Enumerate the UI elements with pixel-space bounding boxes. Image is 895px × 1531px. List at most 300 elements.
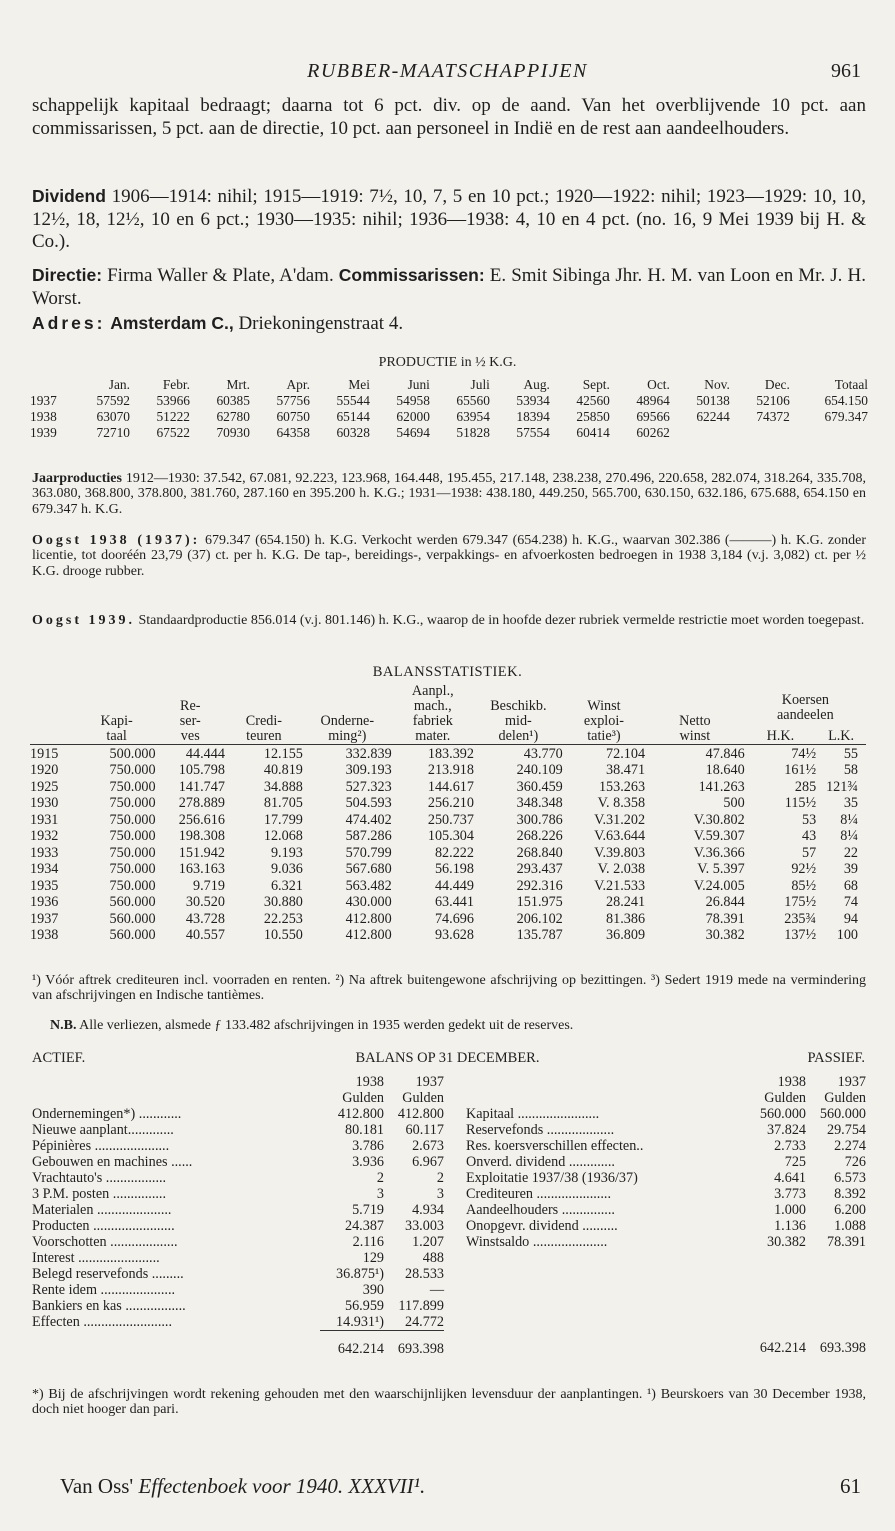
actief-cell: Producten ....................... <box>32 1217 175 1234</box>
balans-statistiek-row <box>30 795 866 812</box>
balans-statistiek-cell: 74.696 <box>434 910 474 927</box>
balans-statistiek-cell: 92½ <box>791 861 817 877</box>
balans-statistiek-cell: 44.449 <box>434 877 474 894</box>
balans-statistiek-cell: V.63.644 <box>594 828 646 844</box>
production-cell: 1938 <box>30 409 57 424</box>
production-cell: 51222 <box>156 409 190 424</box>
actief-row <box>32 1218 444 1234</box>
balans-statistiek-cell: 504.593 <box>345 795 392 811</box>
passief-cell: Onverd. dividend ............. <box>466 1153 615 1170</box>
balans-statistiek-cell: 105.798 <box>178 762 225 778</box>
production-cell: 42560 <box>576 393 610 408</box>
oogst-1938-label: Oogst 1938 (1937): <box>32 533 201 548</box>
balans-statistiek-cell: 151.942 <box>178 844 225 861</box>
production-cell <box>730 425 790 441</box>
passief-year-2: 1937 <box>837 1073 866 1090</box>
balans-statistiek-cell: 30.382 <box>705 927 745 943</box>
actief-cell: 3 P.M. posten ............... <box>32 1185 167 1202</box>
actief-row <box>32 1202 444 1218</box>
balans-statistiek-cell: 430.000 <box>345 894 392 910</box>
actief-row <box>32 1122 444 1138</box>
balans-statistiek-cell: 750.000 <box>109 762 156 778</box>
running-header-title: RUBBER-MAATSCHAPPIJEN <box>307 60 588 82</box>
balans-statistiek-title: BALANSSTATISTIEK. <box>372 664 523 680</box>
balans-statistiek-cell: 332.839 <box>345 745 392 762</box>
koersen-header-cell <box>745 684 866 723</box>
balans-statistiek-cell: 78.391 <box>705 910 745 927</box>
production-cell: 25850 <box>576 409 610 424</box>
passief-row <box>466 1170 866 1186</box>
balans-statistiek-cell: 74 <box>843 894 858 910</box>
passief-cell: Onopgevr. dividend .......... <box>466 1217 618 1234</box>
balans-statistiek-cell: V. 8.358 <box>597 795 646 811</box>
passief-spacer <box>466 1250 866 1266</box>
passief-cell: 29.754 <box>826 1121 866 1138</box>
balans-statistiek-row <box>30 877 866 894</box>
passief-cell: Winstsaldo ..................... <box>466 1233 608 1250</box>
actief-row <box>32 1314 444 1331</box>
balans-statistiek-cell: 55 <box>843 745 858 762</box>
balans-statistiek-cell: 38.471 <box>606 762 646 778</box>
passief-header-blank <box>466 1090 742 1106</box>
production-cell: 62000 <box>396 409 430 424</box>
balans-statistiek-cell: 141.747 <box>178 778 225 795</box>
balans-statistiek-cell: 163.163 <box>178 861 225 877</box>
balans-statistiek-cell: 1920 <box>30 762 59 778</box>
balans-statistiek-cell: 43.728 <box>185 910 225 927</box>
production-cell <box>670 425 730 441</box>
balans-statistiek-cell: 293.437 <box>516 861 563 877</box>
balans-statistiek-cell: 137½ <box>784 927 817 943</box>
passief-total-row <box>466 1340 866 1356</box>
passief-unit-row <box>466 1090 866 1106</box>
production-cell: 60385 <box>216 393 250 408</box>
actief-cell: 3.786 <box>352 1137 384 1154</box>
balans-statistiek-cell: 750.000 <box>109 828 156 844</box>
balans-statistiek-cell: 153.263 <box>598 778 646 795</box>
balans-statistiek-header-text: Kapi- taal <box>100 713 133 744</box>
actief-cell: 5.719 <box>352 1201 384 1218</box>
balans-statistiek-header-text: Onderne- ming²) <box>320 713 375 744</box>
actief-cell: Interest ....................... <box>32 1249 160 1266</box>
balans-statistiek-cell: 151.975 <box>516 894 563 910</box>
production-cell: 63954 <box>456 409 490 424</box>
footer-page-number: 61 <box>840 1474 861 1498</box>
passief-gap <box>466 1330 866 1340</box>
passief-spacer-row <box>466 1298 866 1314</box>
balans-statistiek-cell: 6.321 <box>270 877 303 894</box>
balans-statistiek-cell: 268.226 <box>516 828 563 844</box>
balans-statistiek-cell: 22.253 <box>263 910 303 927</box>
passief-total-1: 642.214 <box>759 1339 806 1356</box>
balans-statistiek-header-cell <box>563 684 645 745</box>
actief-cell: 412.800 <box>337 1105 384 1122</box>
balans-statistiek-cell: 12.155 <box>263 745 303 762</box>
actief-gap-row <box>32 1331 444 1342</box>
passief-total-label <box>466 1340 742 1356</box>
adres-label: Adres: <box>32 313 106 333</box>
passief-spacer-row <box>466 1266 866 1282</box>
dividend-paragraph <box>32 185 866 254</box>
passief-row <box>466 1186 866 1202</box>
production-cell: 54958 <box>396 393 430 408</box>
balans-statistiek-row <box>30 844 866 861</box>
passief-cell: 3.773 <box>774 1185 806 1202</box>
balans-statistiek-cell: 412.800 <box>345 927 392 943</box>
balans-statistiek-cell: 161½ <box>784 762 817 778</box>
production-header-cell: Sept. <box>582 377 610 392</box>
production-cell: 1939 <box>30 425 57 440</box>
actief-table <box>32 1074 444 1357</box>
balans-statistiek-header-text: Beschikb. mid- delen¹) <box>490 698 547 744</box>
passief-cell: 725 <box>784 1153 806 1170</box>
directie-text: Firma Waller & Plate, A'dam. <box>102 265 339 286</box>
balans-statistiek-cell: V.24.005 <box>693 877 745 894</box>
production-header-cell: Febr. <box>162 377 190 392</box>
passief-spacer-row <box>466 1282 866 1298</box>
actief-cell: Nieuwe aanplant............. <box>32 1121 174 1138</box>
balans-statistiek-cell: 1933 <box>30 844 59 861</box>
passief-year-1: 1938 <box>777 1073 806 1090</box>
passief-unit-2: Gulden <box>824 1089 866 1106</box>
passief-cell: 30.382 <box>766 1233 806 1250</box>
balans-statistiek-row <box>30 894 866 911</box>
production-cell: 64358 <box>276 425 310 440</box>
actief-cell: 14.931¹) <box>320 1314 384 1331</box>
balans-statistiek-cell: 240.109 <box>516 762 563 778</box>
passief-cell: 1.088 <box>834 1217 866 1234</box>
actief-cell: 390 <box>362 1281 384 1298</box>
actief-row <box>32 1106 444 1122</box>
balans-statistiek-cell: 12.068 <box>263 828 303 844</box>
balans-statistiek-cell: 82.222 <box>434 844 474 861</box>
actief-cell: 80.181 <box>344 1121 384 1138</box>
balans-statistiek-cell: 17.799 <box>263 811 303 828</box>
actief-cell: 129 <box>362 1249 384 1266</box>
balans-statistiek-table <box>30 684 866 943</box>
production-cell: 51828 <box>456 425 490 440</box>
balans-statistiek-cell: 1925 <box>30 778 59 795</box>
balans-statistiek-header-cell <box>30 684 78 745</box>
passief-spacer <box>466 1314 866 1330</box>
adres-city: Amsterdam C., <box>110 313 234 333</box>
production-cell: 65560 <box>456 393 490 408</box>
production-cell: 72710 <box>96 425 130 440</box>
actief-total-2: 693.398 <box>397 1340 444 1357</box>
balans-statistiek-cell: 36.809 <box>606 927 646 943</box>
balans-statistiek-cell: 22 <box>843 844 858 861</box>
passief-cell: 8.392 <box>834 1185 866 1202</box>
actief-cell: Effecten ......................... <box>32 1313 173 1330</box>
balans-statistiek-header-row <box>30 684 866 723</box>
balans-statistiek-cell: 141.263 <box>698 778 745 795</box>
production-cell: 69566 <box>636 409 670 424</box>
production-cell: 70930 <box>216 425 250 440</box>
actief-total-1: 642.214 <box>337 1340 384 1357</box>
balans-statistiek-header-cell <box>474 684 563 745</box>
nb-label: N.B. <box>50 1018 77 1033</box>
oogst-1939-text: Standaardproductie 856.014 (v.j. 801.146) h. K.G., waarop de in hoofde dezer rubriek vermelde restrictie moet worden toegepast. <box>135 613 865 628</box>
balans-statistiek-cell: 1932 <box>30 828 59 844</box>
production-row <box>30 393 868 409</box>
balans-statistiek-header-text: Winst exploi- tatie³) <box>583 698 624 744</box>
passief-cell: 560.000 <box>759 1105 806 1122</box>
balans-statistiek-header-cell <box>225 684 303 745</box>
actief-cell: Gebouwen en machines ...... <box>32 1153 193 1170</box>
balans-statistiek-row <box>30 811 866 828</box>
balans-statistiek-cell: 93.628 <box>434 927 474 943</box>
oogst-1939-label: Oogst 1939. <box>32 613 135 628</box>
balans-statistiek-row <box>30 762 866 779</box>
balans-statistiek-cell: V.36.366 <box>693 844 745 861</box>
passief-cell: 6.573 <box>834 1169 866 1186</box>
production-header-cell: Dec. <box>764 377 790 392</box>
balans-statistiek-cell: 500 <box>723 795 745 811</box>
balans-statistiek-cell: 474.402 <box>345 811 392 828</box>
actief-header-blank <box>32 1090 320 1106</box>
passief-cell: 1.000 <box>774 1201 806 1218</box>
oogst-1938-paragraph <box>32 533 866 579</box>
balans-statistiek-cell: 175½ <box>784 894 817 910</box>
jaarproducties-label: Jaarproducties <box>32 471 122 486</box>
balans-statistiek-cell: 213.918 <box>427 762 474 778</box>
adres-paragraph <box>32 312 866 336</box>
production-cell: 60750 <box>276 409 310 424</box>
production-cell <box>790 425 868 441</box>
production-cell: 60328 <box>336 425 370 440</box>
balans-statistiek-cell: 1935 <box>30 877 59 894</box>
actief-cell: 412.800 <box>397 1105 444 1122</box>
actief-row <box>32 1170 444 1186</box>
production-header-cell: Oct. <box>647 377 670 392</box>
nb-text: Alle verliezen, alsmede ƒ 133.482 afschrijvingen in 1935 werden gedekt uit de reserves. <box>76 1018 574 1033</box>
balans-statistiek-cell: 250.737 <box>427 811 474 828</box>
production-cell: 1937 <box>30 393 57 408</box>
balans-statistiek-cell: V.31.202 <box>594 811 646 828</box>
balans-statistiek-cell: 750.000 <box>109 877 156 894</box>
balans-statistiek-cell: 35 <box>843 795 858 811</box>
passief-spacer <box>466 1282 866 1298</box>
koersen-subheader-cell: L.K. <box>816 723 866 745</box>
balans-statistiek-cell: 53 <box>801 811 817 828</box>
balans-statistiek-cell: 8¼ <box>840 811 858 828</box>
production-row <box>30 409 868 425</box>
balans-statistiek-cell: 1931 <box>30 811 59 828</box>
balans-statistiek-header-text: Credi- teuren <box>245 713 283 744</box>
production-header-cell: Totaal <box>834 377 868 392</box>
directie-label: Directie: <box>32 265 103 285</box>
actief-year-2: 1937 <box>415 1073 444 1090</box>
actief-cell: Bankiers en kas ................. <box>32 1297 186 1314</box>
balans-statistiek-cell: 750.000 <box>109 844 156 861</box>
production-cell: 50138 <box>696 393 730 408</box>
passief-cell: 6.200 <box>834 1201 866 1218</box>
balans-statistiek-header-text: Re- ser- ves <box>179 698 201 744</box>
passief-row <box>466 1154 866 1170</box>
balans-statistiek-cell: 360.459 <box>516 778 563 795</box>
actief-header-blank <box>32 1074 320 1090</box>
actief-cell: Materialen ..................... <box>32 1201 172 1218</box>
production-cell: 53966 <box>156 393 190 408</box>
production-cell: 53934 <box>516 393 550 408</box>
passief-unit-1: Gulden <box>764 1089 806 1106</box>
balans-statistiek-cell: 285 <box>794 778 817 795</box>
production-cell: 52106 <box>756 393 790 408</box>
passief-cell: Kapitaal ....................... <box>466 1105 600 1122</box>
balans-statistiek-cell: 500.000 <box>109 745 156 762</box>
balans-statistiek-cell: 10.550 <box>263 927 303 943</box>
actief-row <box>32 1250 444 1266</box>
actief-cell: 33.003 <box>404 1217 444 1234</box>
oogst-1939-paragraph <box>32 613 866 628</box>
balans-statistiek-cell: 63.441 <box>434 894 474 910</box>
balans-statistiek-cell: 34.888 <box>263 778 303 795</box>
balans-statistiek-cell: 94 <box>843 910 858 927</box>
passief-cell: 2.274 <box>834 1137 866 1154</box>
actief-unit-2: Gulden <box>402 1089 444 1106</box>
passief-row <box>466 1218 866 1234</box>
passief-cell: 78.391 <box>826 1233 866 1250</box>
actief-row <box>32 1282 444 1298</box>
actief-cell: Rente idem ..................... <box>32 1281 176 1298</box>
balans-statistiek-cell: 527.323 <box>345 778 392 795</box>
actief-cell: 488 <box>422 1249 444 1266</box>
directie-paragraph <box>32 264 866 310</box>
actief-cell: Vrachtauto's ................. <box>32 1169 167 1186</box>
production-cell: 67522 <box>156 425 190 440</box>
balans-statistiek-cell: 28.241 <box>606 894 646 910</box>
balans-statistiek-header-cell <box>645 684 745 745</box>
balans-statistiek-cell: 105.304 <box>427 828 474 844</box>
balans-statistiek-cell: 560.000 <box>109 894 156 910</box>
passief-row <box>466 1202 866 1218</box>
balans-statistiek-cell: 560.000 <box>109 910 156 927</box>
production-cell: 679.347 <box>824 409 868 424</box>
commissarissen-text: E. Smit Sibinga Jhr. H. M. van Loon en Mr. J. H. Worst. <box>32 265 866 309</box>
adres-text: Driekoningenstraat 4. <box>233 313 404 334</box>
balans-statistiek-cell: 1938 <box>30 927 59 943</box>
actief-cell: — <box>429 1281 444 1298</box>
balans-statistiek-cell: 256.210 <box>427 795 474 811</box>
balans-statistiek-cell: 57 <box>801 844 817 861</box>
actief-row <box>32 1298 444 1314</box>
balans-statistiek-header-cell <box>303 684 392 745</box>
actief-unit-row <box>32 1090 444 1106</box>
production-header-cell: Juni <box>407 377 430 392</box>
koersen-subheader-cell: H.K. <box>745 723 816 745</box>
balans-statistiek-cell: 9.193 <box>270 844 303 861</box>
jaarproducties-paragraph <box>32 471 866 517</box>
passief-gap-row <box>466 1330 866 1340</box>
balans-statistiek-cell: V.39.803 <box>594 844 646 861</box>
actief-cell: 2.673 <box>412 1137 444 1154</box>
intro-paragraph: schappelijk kapitaal bedraagt; daarna tot 6 pct. div. op de aand. Van het overblijvende 10 pct. aan commissarissen, 5 pct. aan de directie, 10 pct. aan personeel in Indië en de rest aan aandeelhouders. <box>32 95 866 139</box>
balans-statistiek-cell: 278.889 <box>178 795 225 811</box>
nb-paragraph <box>50 1018 866 1033</box>
production-cell: 57592 <box>96 393 130 408</box>
passief-cell: 560.000 <box>819 1105 866 1122</box>
passief-row <box>466 1138 866 1154</box>
actief-cell: 6.967 <box>412 1153 444 1170</box>
passief-header-blank <box>466 1074 742 1090</box>
balans-statistiek-cell: 30.880 <box>263 894 303 910</box>
balans-statistiek-cell: 121¾ <box>826 778 858 795</box>
production-cell: 54694 <box>396 425 430 440</box>
balans-statistiek-cell: 58 <box>843 762 858 778</box>
actief-row <box>32 1154 444 1170</box>
production-cell: 57756 <box>276 393 310 408</box>
balans-statistiek-cell: 1936 <box>30 894 59 910</box>
production-header-cell: Mei <box>348 377 370 392</box>
passief-year-row <box>466 1074 866 1090</box>
balans-statistiek-cell: 30.520 <box>185 894 225 910</box>
balans-statistiek-cell: V.30.802 <box>693 811 745 828</box>
balans-statistiek-header-cell <box>78 684 156 745</box>
actief-cell: 117.899 <box>398 1297 444 1314</box>
production-cell: 62244 <box>696 409 730 424</box>
balans-statistiek-cell: 570.799 <box>345 844 392 861</box>
actief-year-row <box>32 1074 444 1090</box>
production-cell: 60262 <box>636 425 670 440</box>
production-cell: 62780 <box>216 409 250 424</box>
actief-unit-1: Gulden <box>342 1089 384 1106</box>
balans-statistiek-cell: 135.787 <box>516 927 563 943</box>
production-header-cell: Nov. <box>704 377 730 392</box>
balans-statistiek-cell: 750.000 <box>109 795 156 811</box>
dividend-label: Dividend <box>32 186 106 206</box>
running-header-page-number: 961 <box>831 60 861 82</box>
balans-statistiek-cell: 750.000 <box>109 778 156 795</box>
balans-statistiek-cell: 85½ <box>791 877 817 894</box>
balans-statistiek-row <box>30 927 866 944</box>
passief-spacer <box>466 1266 866 1282</box>
balans-statistiek-cell: 8¼ <box>840 828 858 844</box>
jaarproducties-text: 1912—1930: 37.542, 67.081, 92.223, 123.968, 164.448, 195.455, 217.148, 238.238, 270.496, 220.658, 282.074, 318.264, 335.708, 363.080, 368.800, 378.800, 381.760, 287.160 en 395.200 h. K.G.; 1931—1938: 438.180, 449.250, 565.700, 630.150, 632.186, 675.688, 654.150 en 679.347 h. K.G. <box>32 471 866 517</box>
balans-statistiek-cell: 750.000 <box>109 861 156 877</box>
passief-row <box>466 1234 866 1250</box>
balans-statistiek-cell: 292.316 <box>516 877 563 894</box>
actief-cell: Belegd reservefonds ......... <box>32 1265 184 1282</box>
balans-statistiek-cell: 587.286 <box>345 828 392 844</box>
oogst-1938-text: 679.347 (654.150) h. K.G. Verkocht werden 679.347 (654.238) h. K.G., waarvan 302.386 (———) h. K.G. zonder licentie, tot dooréén 23,79 (37) ct. per h. K.G. De tap-, bereidings-, verpakkings- en afvoerkosten bedroegen in 1938 3,184 (v.j. 3,082) ct. per ½ K.G. drooge rubber. <box>32 533 866 579</box>
dividend-text: 1906—1914: nihil; 1915—1919: 7½, 10, 7, 5 en 10 pct.; 1920—1922: nihil; 1923—1929: 10, 10, 12½, 18, 12½, 10 en 6 pct.; 1930—1935: nihil; 1936—1938: 4, 10 en 4 pct. (no. 16, 9 Mei 1939 bij H. & Co.). <box>32 186 866 253</box>
balans-statistiek-cell: 68 <box>843 877 858 894</box>
passief-total-2: 693.398 <box>819 1339 866 1356</box>
actief-row <box>32 1266 444 1282</box>
actief-row <box>32 1234 444 1250</box>
balans-statistiek-cell: 100 <box>836 927 858 943</box>
balans-statistiek-cell: 412.800 <box>345 910 392 927</box>
balans-statistiek-cell: 40.557 <box>185 927 225 943</box>
actief-cell: Ondernemingen*) ............ <box>32 1105 182 1122</box>
balans-title: BALANS OP 31 DECEMBER. <box>355 1050 540 1066</box>
production-cell: 60414 <box>576 425 610 440</box>
balans-statistiek-cell: 268.840 <box>516 844 563 861</box>
balans-statistiek-cell: 43.770 <box>523 745 563 762</box>
passief-spacer-row <box>466 1314 866 1330</box>
balans-statistiek-row <box>30 861 866 878</box>
balans-statistiek-cell: 40.819 <box>263 762 303 778</box>
actief-cell: 28.533 <box>404 1265 444 1282</box>
production-cell: 57554 <box>516 425 550 440</box>
production-cell: 65144 <box>336 409 370 424</box>
actief-cell: Pépinières ..................... <box>32 1137 170 1154</box>
balans-statistiek-cell: 9.719 <box>192 877 225 894</box>
passief-spacer-row <box>466 1250 866 1266</box>
balans-statistiek-cell: 198.308 <box>178 828 225 844</box>
production-cell: 63070 <box>96 409 130 424</box>
actief-cell: 56.959 <box>344 1297 384 1314</box>
